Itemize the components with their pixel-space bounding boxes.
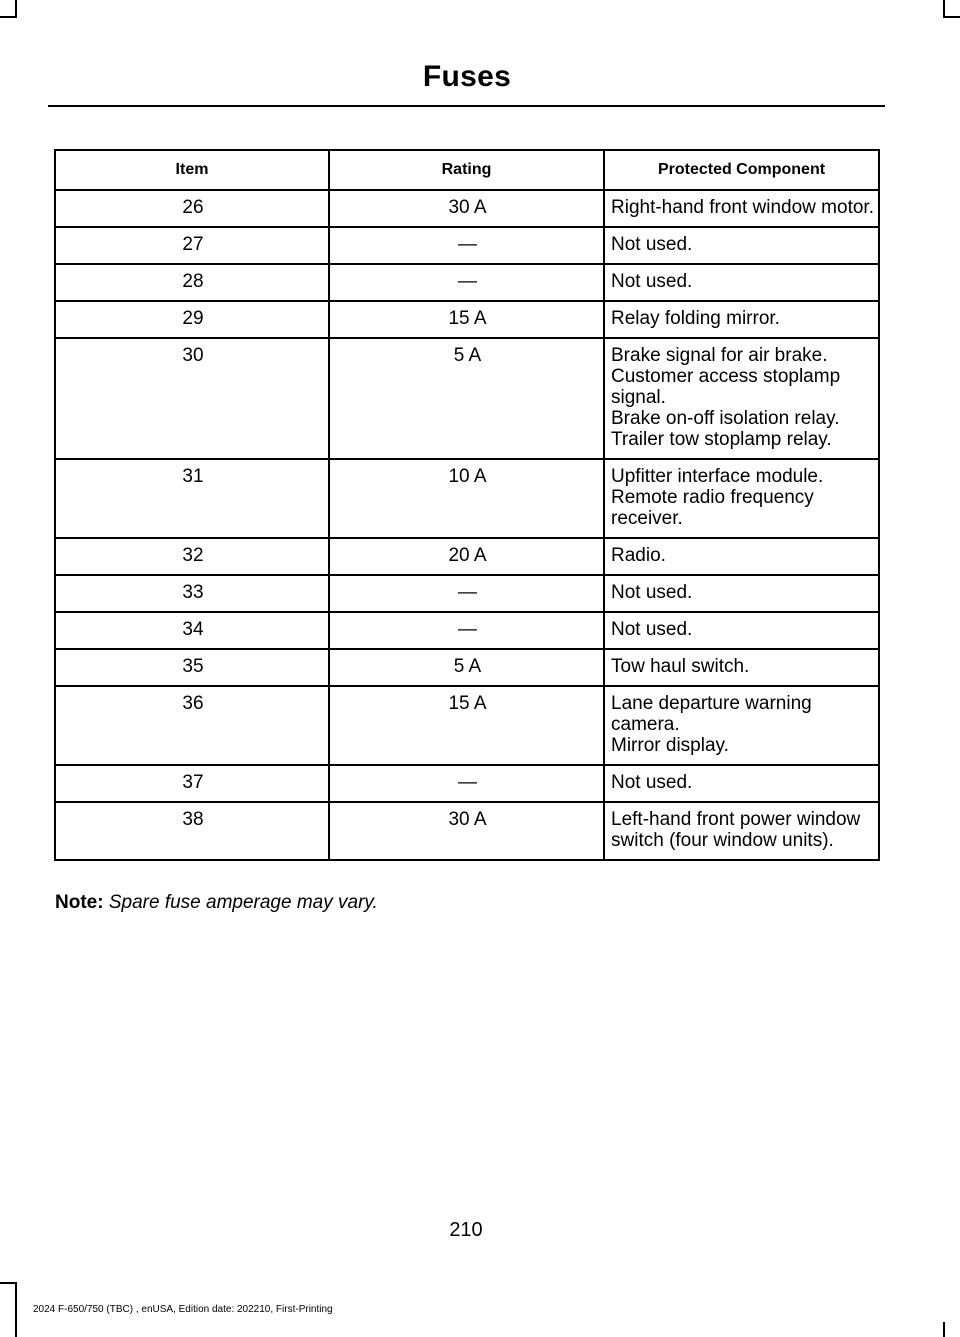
cell-rating: — xyxy=(329,612,604,649)
cell-item: 26 xyxy=(55,190,329,227)
table-row xyxy=(55,765,879,802)
cell-protected-component xyxy=(604,338,879,459)
table-row xyxy=(55,301,879,338)
page-title: Fuses xyxy=(422,60,512,93)
crop-mark xyxy=(943,16,960,18)
crop-mark xyxy=(15,1282,17,1337)
component-line: Remote radio frequency receiver. xyxy=(611,487,814,529)
cell-item: 31 xyxy=(55,459,329,538)
cell-rating: 30 A xyxy=(329,190,604,227)
header-item: Item xyxy=(55,150,329,190)
component-line: Lane departure warning camera. xyxy=(611,693,812,735)
header-rating: Rating xyxy=(329,150,604,190)
crop-mark xyxy=(943,1322,945,1337)
table-row xyxy=(55,190,879,227)
cell-item: 33 xyxy=(55,575,329,612)
table-row xyxy=(55,612,879,649)
cell-rating: — xyxy=(329,575,604,612)
cell-item: 29 xyxy=(55,301,329,338)
cell-item: 36 xyxy=(55,686,329,765)
cell-protected-component xyxy=(604,264,879,301)
component-line: Customer access stoplamp signal. xyxy=(611,366,841,408)
component-line: Radio. xyxy=(611,545,666,566)
cell-protected-component xyxy=(604,612,879,649)
fuse-table-body xyxy=(55,190,879,860)
component-line: Upfitter interface module. xyxy=(611,466,824,487)
table-row xyxy=(55,538,879,575)
cell-rating: — xyxy=(329,264,604,301)
component-line: Not used. xyxy=(611,582,693,603)
component-line: Right-hand front window motor. xyxy=(611,197,874,218)
crop-mark xyxy=(0,1282,17,1284)
component-line: Not used. xyxy=(611,772,693,793)
cell-rating: 15 A xyxy=(329,686,604,765)
component-line: Not used. xyxy=(611,619,693,640)
title-divider xyxy=(48,105,885,107)
cell-protected-component xyxy=(604,301,879,338)
cell-protected-component xyxy=(604,765,879,802)
cell-protected-component xyxy=(604,227,879,264)
footer-edition: 2024 F-650/750 (TBC) , enUSA, Edition date: 202210, First-Printing xyxy=(33,1304,333,1315)
cell-item: 32 xyxy=(55,538,329,575)
table-row xyxy=(55,459,879,538)
component-line: Left-hand front power window switch (four window units). xyxy=(611,809,861,851)
note xyxy=(55,892,378,914)
cell-rating: — xyxy=(329,765,604,802)
table-row xyxy=(55,338,879,459)
cell-protected-component xyxy=(604,649,879,686)
cell-rating: — xyxy=(329,227,604,264)
table-row xyxy=(55,264,879,301)
cell-protected-component xyxy=(604,538,879,575)
cell-rating: 5 A xyxy=(329,338,604,459)
cell-rating: 15 A xyxy=(329,301,604,338)
header-protected-component: Protected Component xyxy=(604,150,879,190)
table-row xyxy=(55,575,879,612)
cell-item: 38 xyxy=(55,802,329,860)
component-line: Mirror display. xyxy=(611,735,729,756)
crop-mark xyxy=(0,16,17,18)
component-line: Relay folding mirror. xyxy=(611,308,780,329)
note-label: Note: xyxy=(55,892,104,913)
component-line: Trailer tow stoplamp relay. xyxy=(611,429,832,450)
cell-protected-component xyxy=(604,575,879,612)
component-line: Not used. xyxy=(611,271,693,292)
cell-protected-component xyxy=(604,686,879,765)
cell-protected-component xyxy=(604,459,879,538)
cell-item: 27 xyxy=(55,227,329,264)
fuse-table xyxy=(54,149,880,861)
table-row xyxy=(55,649,879,686)
cell-rating: 20 A xyxy=(329,538,604,575)
table-row xyxy=(55,686,879,765)
page-number: 210 xyxy=(449,1219,483,1241)
cell-rating: 5 A xyxy=(329,649,604,686)
table-row xyxy=(55,227,879,264)
cell-item: 28 xyxy=(55,264,329,301)
cell-rating: 30 A xyxy=(329,802,604,860)
cell-item: 34 xyxy=(55,612,329,649)
component-line: Brake on-off isolation relay. xyxy=(611,408,840,429)
component-line: Tow haul switch. xyxy=(611,656,750,677)
component-line: Brake signal for air brake. xyxy=(611,345,828,366)
note-text: Spare fuse amperage may vary. xyxy=(108,892,378,913)
cell-rating: 10 A xyxy=(329,459,604,538)
cell-protected-component xyxy=(604,802,879,860)
cell-protected-component xyxy=(604,190,879,227)
cell-item: 37 xyxy=(55,765,329,802)
cell-item: 30 xyxy=(55,338,329,459)
component-line: Not used. xyxy=(611,234,693,255)
cell-item: 35 xyxy=(55,649,329,686)
table-row xyxy=(55,802,879,860)
table-header-row xyxy=(55,150,879,190)
